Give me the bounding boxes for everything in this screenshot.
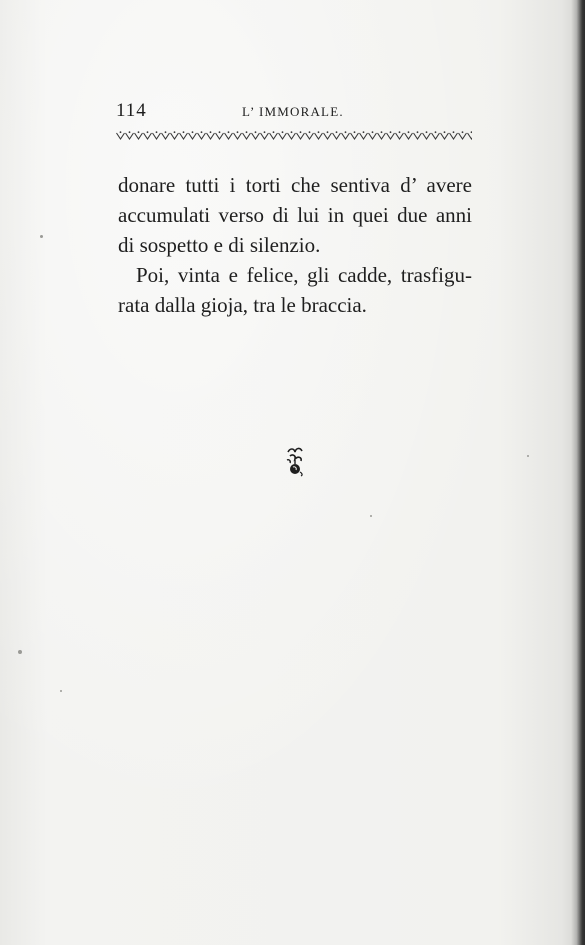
text-line: donare tutti i torti che sentiva d’ avere <box>118 173 472 197</box>
text-line: di sospetto e di silenzio. <box>118 233 321 257</box>
fleuron-icon <box>284 446 306 478</box>
paper-speck <box>18 650 22 654</box>
zigzag-ornament-rule-icon <box>116 130 472 142</box>
page-header <box>116 100 472 124</box>
running-title: L’ IMMORALE. <box>242 104 344 119</box>
paper-speck <box>370 515 372 517</box>
page-edge-shadow <box>571 0 585 945</box>
paper-speck <box>60 690 62 692</box>
paper-speck <box>527 455 529 457</box>
page-number: 114 <box>116 100 147 121</box>
paper-speck <box>40 235 43 238</box>
text-line: rata dalla gioja, tra le braccia. <box>118 293 367 317</box>
body-text <box>118 170 472 320</box>
text-line: Poi, vinta e felice, gli cadde, trasfigu- <box>136 263 472 287</box>
text-line: accumulati verso di lui in quei due anni <box>118 203 472 227</box>
